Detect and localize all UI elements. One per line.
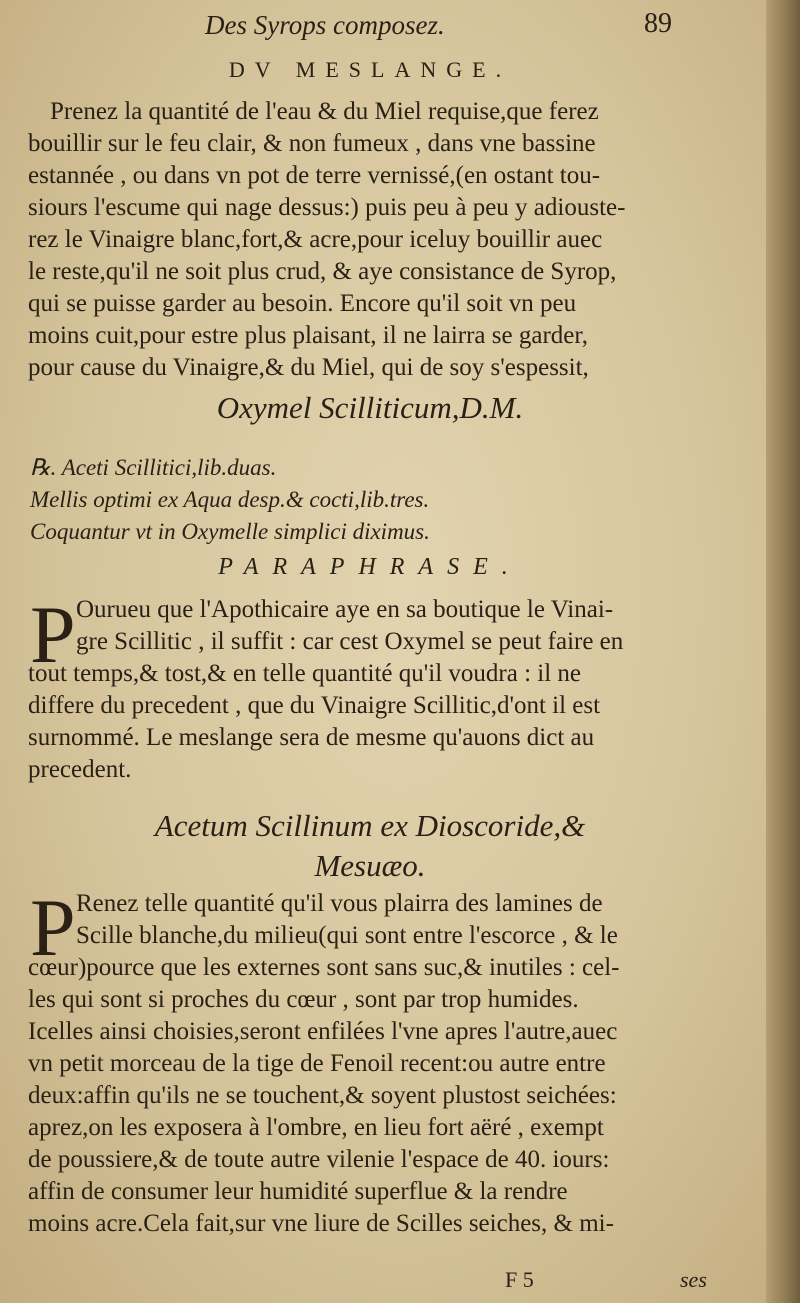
catchword: ses bbox=[680, 1267, 707, 1292]
text-line: moins cuit,pour estre plus plaisant, il ne lairra se garder, bbox=[28, 322, 588, 349]
running-head bbox=[0, 8, 760, 42]
text-line: qui se puisse garder au besoin. Encore qu'il soit vn peu bbox=[28, 290, 577, 317]
text-line: pour cause du Vinaigre,& du Miel, qui de soy s'espessit, bbox=[28, 354, 589, 381]
running-title: Des Syrops composez. bbox=[205, 10, 445, 40]
text-line: Icelles ainsi choisies,seront enfilées l'vne apres l'autre,auec bbox=[28, 1018, 618, 1045]
text-line: Scille blanche,du milieu(qui sont entre l'escorce , & le bbox=[76, 922, 618, 949]
page-number: 89 bbox=[644, 8, 672, 39]
text-line: vn petit morceau de la tige de Fenoil recent:ou autre entre bbox=[28, 1050, 606, 1077]
text-line: affin de consumer leur humidité superflue & la rendre bbox=[28, 1178, 568, 1205]
text-line: surnommé. Le meslange sera de mesme qu'auons dict au bbox=[28, 724, 595, 751]
text-line: siours l'escume qui nage dessus:) puis peu à peu y adiouste- bbox=[28, 194, 626, 221]
text-line: rez le Vinaigre blanc,fort,& acre,pour iceluy bouillir auec bbox=[28, 226, 603, 253]
text-line: bouillir sur le feu clair, & non fumeux , dans vne bassine bbox=[28, 130, 596, 157]
text-line: Ourueu que l'Apothicaire aye en sa boutique le Vinai- bbox=[76, 596, 614, 623]
text-line: le reste,qu'il ne soit plus crud, & aye consistance de Syrop, bbox=[28, 258, 617, 285]
section-heading: DV MESLANGE. bbox=[228, 57, 512, 82]
page-gutter-edge bbox=[766, 0, 800, 1303]
recipe-line: Coquantur vt in Oxymelle simplici diximus. bbox=[30, 519, 430, 544]
text-line: gre Scillitic , il suffit : car cest Oxymel se peut faire en bbox=[76, 628, 624, 655]
recipe-heading-acetum: Acetum Scillinum ex Dioscoride,& bbox=[154, 808, 586, 843]
text-line: cœur)pource que les externes sont sans suc,& inutiles : cel- bbox=[28, 954, 620, 981]
recipe-line: ℞. Aceti Scillitici,lib.duas. bbox=[30, 455, 277, 480]
text-line: aprez,on les exposera à l'ombre, en lieu fort aëré , exempt bbox=[28, 1114, 604, 1141]
paraphrase-heading: PARAPHRASE. bbox=[218, 554, 522, 580]
signature-mark: F 5 bbox=[505, 1267, 534, 1292]
text-line: deux:affin qu'ils ne se touchent,& soyent plustost seichées: bbox=[28, 1082, 617, 1109]
recipe-block bbox=[30, 452, 720, 548]
text-line: les qui sont si proches du cœur , sont par trop humides. bbox=[28, 986, 579, 1013]
text-line: Renez telle quantité qu'il vous plairra des lamines de bbox=[76, 890, 603, 917]
text-line: moins acre.Cela fait,sur vne liure de Scilles seiches, & mi- bbox=[28, 1210, 614, 1237]
text-line: de poussiere,& de toute autre vilenie l'espace de 40. iours: bbox=[28, 1146, 610, 1173]
text-line: Prenez la quantité de l'eau & du Miel requise,que ferez bbox=[50, 98, 599, 125]
text-line: estannée , ou dans vn pot de terre vernissé,(en ostant tou- bbox=[28, 162, 601, 189]
drop-cap: P bbox=[30, 882, 76, 973]
recipe-heading-acetum-line2: Mesuæo. bbox=[314, 848, 426, 883]
drop-cap: P bbox=[30, 589, 76, 680]
paragraph-paraphrase bbox=[28, 589, 718, 786]
paragraph-acetum bbox=[28, 882, 718, 1240]
paragraph-preparation bbox=[28, 96, 718, 384]
recipe-line: Mellis optimi ex Aqua desp.& cocti,lib.tres. bbox=[30, 487, 430, 512]
text-line: tout temps,& tost,& en telle quantité qu'il voudra : il ne bbox=[28, 660, 582, 687]
text-line: precedent. bbox=[28, 756, 132, 783]
recipe-heading-oxymel: Oxymel Scilliticum,D.M. bbox=[216, 390, 524, 425]
text-line: differe du precedent , que du Vinaigre Scillitic,d'ont il est bbox=[28, 692, 601, 719]
